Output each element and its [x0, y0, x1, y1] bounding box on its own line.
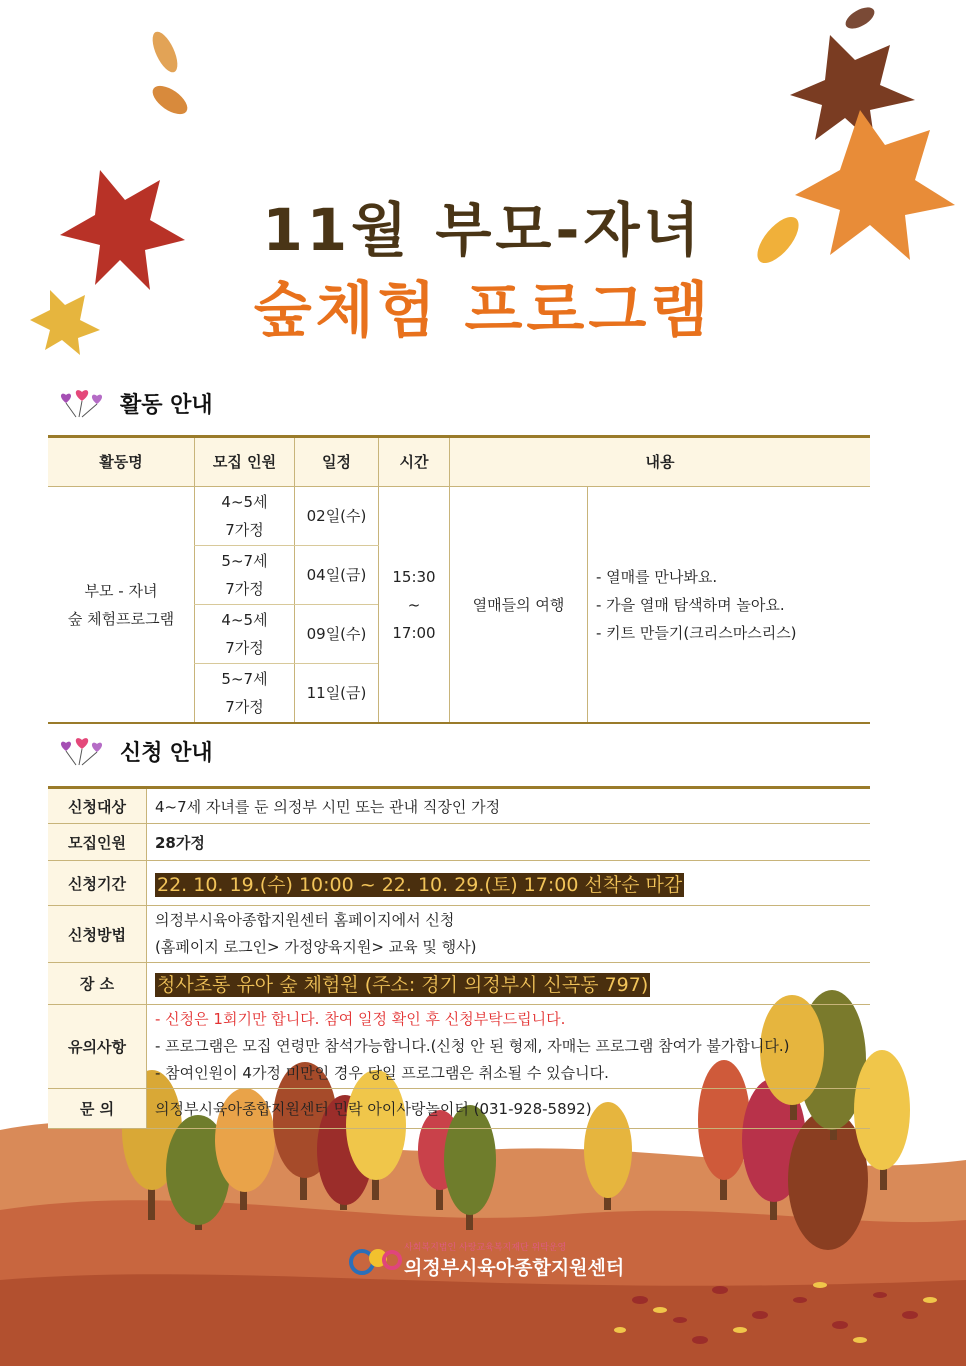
recruit-value: 28가정: [147, 824, 871, 861]
page-title-line2: 숲체험 프로그램: [253, 276, 713, 346]
method-value-line1: 의정부시육아종합지원센터 홈페이지에서 신청: [155, 911, 455, 929]
recruit-age: 5~7세: [221, 670, 268, 688]
heart-balloons-icon: [58, 389, 106, 419]
time-cell: [379, 487, 450, 724]
heart-balloons-icon: [58, 737, 106, 767]
method-value-line2: (홈페이지 로그인> 가정양육지원> 교육 및 행사): [155, 938, 477, 956]
table-row: [48, 1089, 870, 1129]
method-label: 신청방법: [48, 906, 147, 963]
table-row: [48, 1005, 870, 1089]
contact-label: 문 의: [48, 1089, 147, 1129]
time-start: 15:30: [392, 567, 436, 586]
recruit-age: 4~5세: [221, 493, 268, 511]
content-item: - 키트 만들기(크리스마스리스): [596, 623, 797, 642]
date-cell: 02일(수): [295, 487, 379, 546]
activity-table: [48, 435, 870, 724]
section-apply-heading: [58, 736, 213, 767]
table-row: [48, 861, 870, 906]
center-logo-icon: [348, 1242, 404, 1278]
place-label: 장 소: [48, 963, 147, 1005]
note-item: - 프로그램은 모집 연령만 참석가능합니다.(신청 안 된 형제, 자매는 프로그램 참여가 불가합니다.): [155, 1037, 790, 1055]
period-value-cell: [147, 861, 871, 906]
recruit-label: 모집인원: [48, 824, 147, 861]
date-cell: 11일(금): [295, 664, 379, 724]
page-title-line1: 11월 부모-자녀: [262, 196, 704, 264]
recruit-families: 7가정: [225, 698, 264, 716]
time-separator: ~: [407, 595, 421, 614]
content-items-cell: [588, 487, 871, 724]
contact-value: 의정부시육아종합지원센터 민락 아이사랑놀이터 (031-928-5892): [147, 1089, 871, 1129]
content-item: - 열매를 만나봐요.: [596, 567, 718, 586]
table-row: [48, 906, 870, 963]
method-value-cell: [147, 906, 871, 963]
notes-cell: [147, 1005, 871, 1089]
recruit-cell: [195, 546, 295, 605]
recruit-age: 4~5세: [221, 611, 268, 629]
program-name-line1: 부모 - 자녀: [84, 581, 158, 600]
recruit-cell: [195, 487, 295, 546]
recruit-cell: [195, 664, 295, 724]
target-label: 신청대상: [48, 788, 147, 824]
logo-subtitle: 사회복지법인 사랑교육복지재단 위탁운영: [404, 1243, 567, 1253]
recruit-families: 7가정: [225, 521, 264, 539]
recruit-age: 5~7세: [221, 552, 268, 570]
content-title-cell: 열매들의 여행: [450, 487, 588, 724]
table-row: [48, 487, 870, 546]
target-value: 4~7세 자녀를 둔 의정부 시민 또는 관내 직장인 가정: [147, 788, 871, 824]
table-row: [48, 788, 870, 824]
period-label: 신청기간: [48, 861, 147, 906]
note-item: - 신청은 1회기만 합니다. 참여 일정 확인 후 신청부탁드립니다.: [155, 1010, 566, 1028]
table-header-row: [48, 437, 870, 487]
program-name-cell: [48, 487, 195, 724]
apply-table: [48, 786, 870, 1129]
date-cell: 09일(수): [295, 605, 379, 664]
header-time: 시간: [379, 437, 450, 487]
time-end: 17:00: [392, 623, 436, 642]
notes-label: 유의사항: [48, 1005, 147, 1089]
table-row: [48, 963, 870, 1005]
recruit-families: 7가정: [225, 580, 264, 598]
place-value: 청사초롱 유아 숲 체험원 (주소: 경기 의정부시 신곡동 797): [157, 974, 649, 996]
header-program: 활동명: [48, 437, 195, 487]
date-cell: 04일(금): [295, 546, 379, 605]
content-item: - 가을 열매 탐색하며 놀아요.: [596, 595, 785, 614]
recruit-families: 7가정: [225, 639, 264, 657]
note-item: - 참여인원이 4가정 미만인 경우 당일 프로그램은 취소될 수 있습니다.: [155, 1064, 609, 1082]
program-name-line2: 숲 체험프로그램: [67, 609, 175, 628]
center-logo: [348, 1240, 624, 1280]
section-apply-title: 신청 안내: [120, 741, 213, 766]
header-recruit: 모집 인원: [195, 437, 295, 487]
table-row: [48, 824, 870, 861]
recruit-cell: [195, 605, 295, 664]
section-activity-heading: [58, 388, 213, 419]
place-value-cell: [147, 963, 871, 1005]
header-date: 일정: [295, 437, 379, 487]
section-activity-title: 활동 안내: [120, 393, 213, 418]
header-content: 내용: [450, 437, 871, 487]
logo-title: 의정부시육아종합지원센터: [404, 1257, 625, 1279]
period-value: 22. 10. 19.(수) 10:00 ~ 22. 10. 29.(토) 17:00 선착순 마감: [157, 873, 683, 896]
